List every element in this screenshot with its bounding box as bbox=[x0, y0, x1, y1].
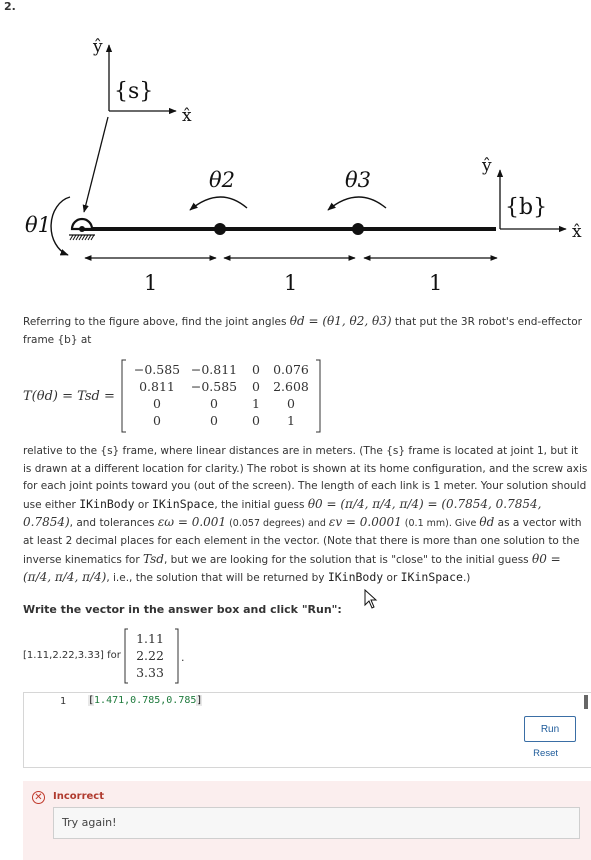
svg-text:0: 0 bbox=[287, 396, 295, 411]
theta2-label: θ2 bbox=[209, 168, 236, 192]
frame-b bbox=[481, 156, 582, 242]
frame-s bbox=[84, 37, 192, 212]
feedback-status: Incorrect bbox=[53, 791, 104, 802]
svg-text:0: 0 bbox=[252, 362, 260, 377]
svg-text:0: 0 bbox=[153, 396, 161, 411]
link-3-length: 1 bbox=[429, 271, 443, 295]
theta3-label: θ3 bbox=[345, 168, 372, 192]
joint-1 bbox=[51, 197, 95, 255]
transform-equation bbox=[23, 358, 343, 438]
frame-s-label: {s} bbox=[114, 79, 154, 104]
s-y-axis-label: ŷ bbox=[93, 37, 103, 57]
problem-body: relative to the {s} frame, where linear distances are in meters. (The {s} frame is located at joint 1, but it is drawn at a different location for clarity.) The robot is shown at its home configuration, and the screw axis for each joint points toward you (out of the screen). The length of each link is 1 meter. Your solution should use either IKinBody or IKinSpace, the initial guess θ0 = (π/4, π/4, π/4) = (0.7854, 0.7854, 0.7854), and tolerances εω = 0.001 (0.057 degrees) and εv = 0.0001 (0.1 mm). Give θd as a vector with at least 2 decimal places for each element in the vector. (Note that there is more than one solution to the inverse kinematics for Tsd, but we are looking for the solution that is "close" to the initial guess θ0 = (π/4, π/4, π/4), i.e., the solution that will be returned by IKinBody or IKinSpace.) bbox=[23, 445, 588, 585]
line-number: 1 bbox=[60, 696, 67, 707]
joint-2 bbox=[214, 223, 226, 235]
svg-text:0: 0 bbox=[252, 379, 260, 394]
robot-figure bbox=[0, 20, 591, 300]
svg-text:0: 0 bbox=[210, 396, 218, 411]
run-button[interactable]: Run bbox=[524, 716, 576, 742]
svg-text:0.076: 0.076 bbox=[273, 362, 309, 377]
mouse-cursor-icon bbox=[364, 589, 378, 609]
joint-3 bbox=[352, 223, 364, 235]
matrix-tsd bbox=[134, 362, 309, 428]
svg-text:0: 0 bbox=[153, 413, 161, 428]
frame-b-label: {b} bbox=[505, 195, 548, 220]
editor-scrollbar[interactable] bbox=[584, 695, 588, 709]
s-x-axis-label: x̂ bbox=[182, 106, 192, 126]
feedback-panel bbox=[23, 781, 591, 860]
reset-link[interactable]: Reset bbox=[533, 748, 558, 759]
answer-input[interactable]: [1.471,0.785,0.785] bbox=[88, 695, 203, 706]
instruction: Write the vector in the answer box and click "Run": bbox=[23, 603, 342, 616]
link-1-length: 1 bbox=[144, 271, 158, 295]
answer-editor[interactable] bbox=[23, 692, 591, 768]
svg-text:2.22: 2.22 bbox=[136, 648, 164, 663]
svg-text:−0.585: −0.585 bbox=[190, 379, 238, 394]
svg-text:.: . bbox=[181, 651, 185, 664]
equation-lhs: T(θd) = Tsd = bbox=[23, 389, 115, 404]
svg-text:−0.811: −0.811 bbox=[190, 362, 238, 377]
svg-text:0: 0 bbox=[252, 413, 260, 428]
b-y-axis-label: ŷ bbox=[482, 156, 492, 176]
svg-text:3.33: 3.33 bbox=[136, 665, 164, 680]
error-x-icon: ✕ bbox=[32, 791, 45, 804]
svg-text:1: 1 bbox=[287, 413, 295, 428]
svg-text:1: 1 bbox=[252, 396, 260, 411]
link-2-length: 1 bbox=[284, 271, 298, 295]
question-number: 2. bbox=[4, 0, 16, 13]
svg-text:1.11: 1.11 bbox=[136, 631, 164, 646]
svg-text:2.608: 2.608 bbox=[273, 379, 309, 394]
b-x-axis-label: x̂ bbox=[572, 222, 582, 242]
theta1-label: θ1 bbox=[25, 213, 52, 237]
svg-text:0.811: 0.811 bbox=[139, 379, 175, 394]
feedback-message: Try again! bbox=[53, 807, 580, 839]
problem-intro: Referring to the figure above, find the joint angles θd = (θ1, θ2, θ3) that put the 3R robot's end-effector frame {b} at bbox=[23, 314, 582, 346]
example-vector bbox=[123, 628, 193, 684]
svg-text:0: 0 bbox=[210, 413, 218, 428]
example-text: [1.11,2.22,3.33] for bbox=[23, 650, 121, 661]
svg-text:−0.585: −0.585 bbox=[133, 362, 181, 377]
